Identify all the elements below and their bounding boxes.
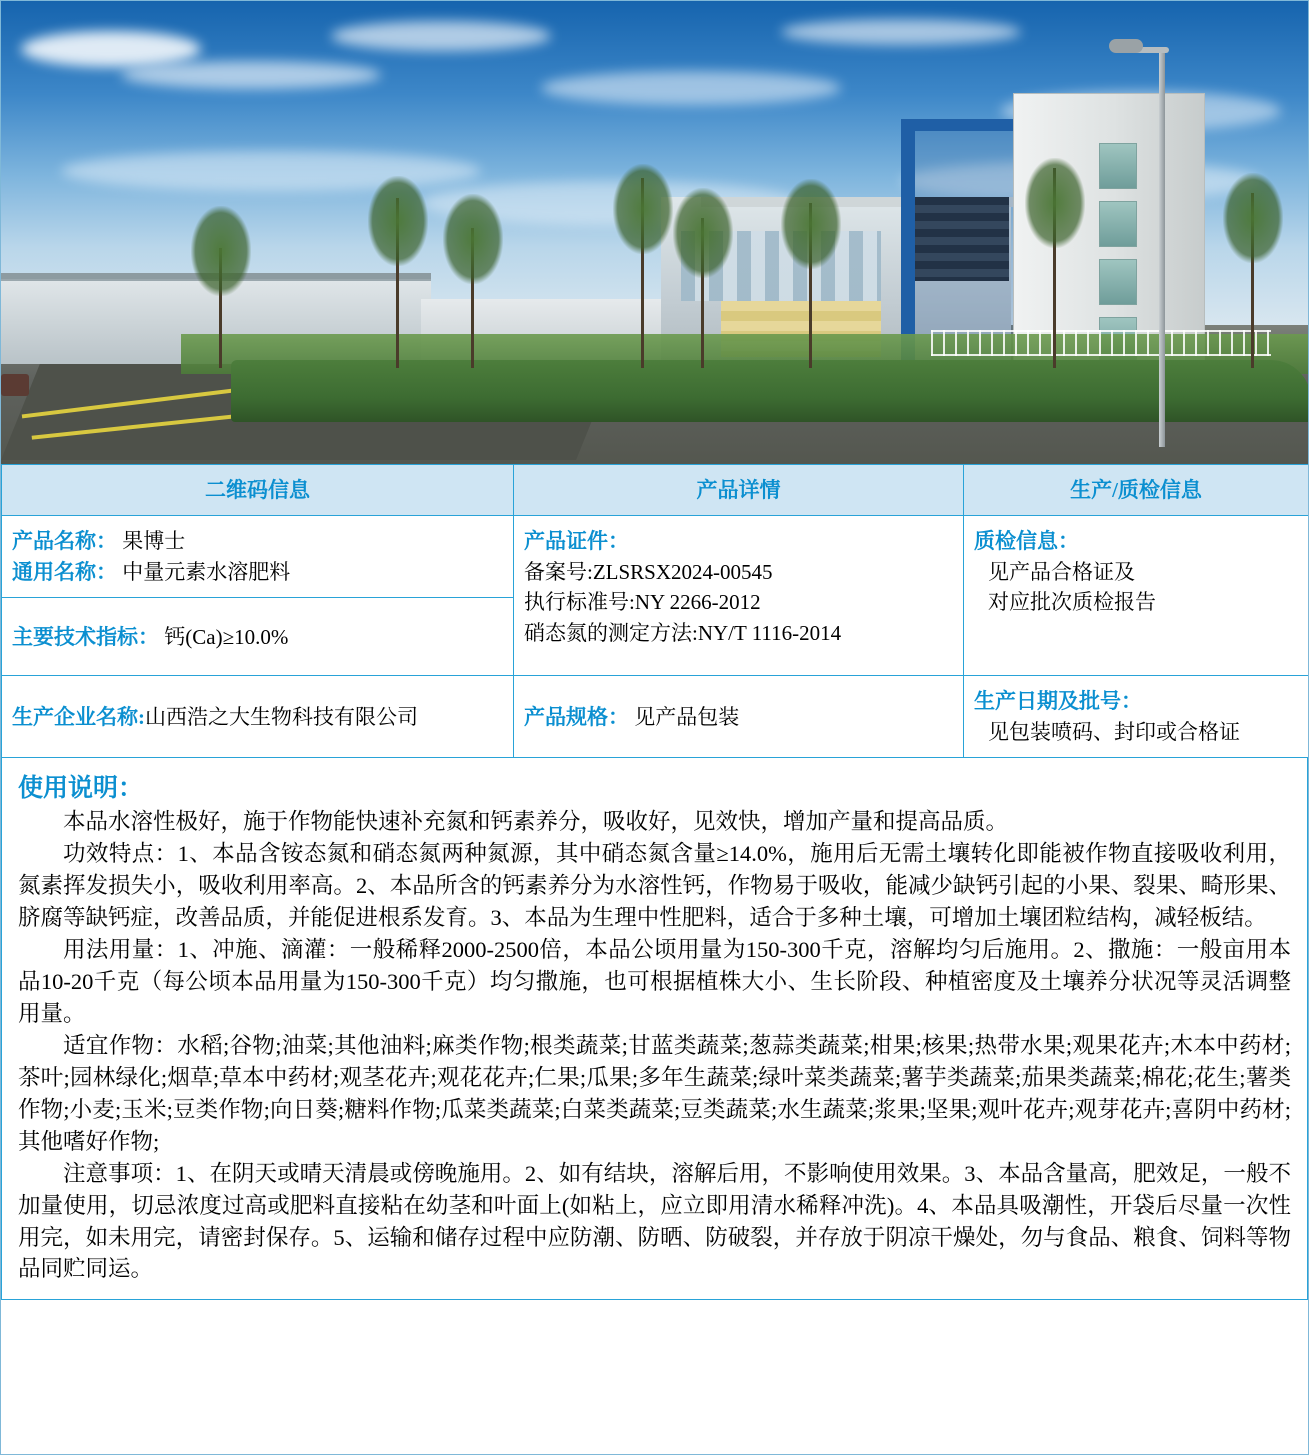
- qc-line-2: 对应批次质检报告: [988, 590, 1156, 615]
- manufacturer-label: 生产企业名称:: [12, 704, 145, 729]
- tree: [1251, 193, 1254, 368]
- common-name-value: 中量元素水溶肥料: [122, 559, 291, 584]
- tree: [396, 198, 399, 368]
- certificate-line-2: 执行标准号:NY 2266-2012: [524, 590, 761, 615]
- cloud: [21, 31, 201, 67]
- product-name-label: 产品名称：: [12, 529, 117, 554]
- cell-manufacturer: [2, 676, 514, 758]
- cell-tech-index: [2, 598, 514, 676]
- cloud: [331, 21, 551, 51]
- tower-window: [1099, 201, 1137, 247]
- tower-window: [1099, 143, 1137, 189]
- vehicle: [1, 374, 29, 396]
- manufacturer-value: 山西浩之大生物科技有限公司: [145, 704, 418, 729]
- cloud: [121, 61, 381, 89]
- product-name-value: 果博士: [122, 529, 186, 554]
- qc-label: 质检信息：: [974, 529, 1079, 554]
- instructions-paragraph-2: 功效特点：1、本品含铵态氮和硝态氮两种氮源，其中硝态氮含量≥14.0%，施用后无需土壤转化即能被作物直接吸收利用，氮素挥发损失小，吸收利用率高。2、本品所含的钙素养分为水溶性钙，作物易于吸收，能减少缺钙引起的小果、裂果、畸形果、脐腐等缺钙症，改善品质，并能促进根系发育。3、本品为生理中性肥料，适合于多种土壤，可增加土壤团粒结构，减轻板结。: [18, 841, 1291, 931]
- tree: [809, 203, 812, 368]
- cell-product-certificate: [514, 516, 964, 676]
- certificate-line-3: 硝态氮的测定方法:NY/T 1116-2014: [524, 620, 842, 645]
- header-qrcode-info: 二维码信息: [2, 465, 514, 516]
- instructions-paragraph-4: 适宜作物：水稻;谷物;油菜;其他油料;麻类作物;根类蔬菜;甘蓝类蔬菜;葱蒜类蔬菜;柑果;核果;热带水果;观果花卉;木本中药材;茶叶;园林绿化;烟草;草本中药材;观茎花卉;观花花卉;仁果;瓜果;多年生蔬菜;绿叶菜类蔬菜;薯芋类蔬菜;茄果类蔬菜;棉花;花生;薯类作物;小麦;玉米;豆类作物;向日葵;糖料作物;瓜菜类蔬菜;白菜类蔬菜;豆类蔬菜;水生蔬菜;浆果;坚果;观叶花卉;观芽花卉;喜阴中药材;其他嗜好作物;: [18, 1032, 1291, 1154]
- instructions-section: [1, 758, 1308, 1300]
- tech-index-label: 主要技术指标：: [12, 624, 159, 649]
- tree: [701, 218, 704, 368]
- tower-window: [1099, 259, 1137, 305]
- common-name-label: 通用名称：: [12, 559, 117, 584]
- cell-spec: [514, 676, 964, 758]
- instructions-paragraph-1: 本品水溶性极好，施于作物能快速补充氮和钙素养分，吸收好，见效快，增加产量和提高品质。: [63, 809, 1009, 835]
- spec-value: 见产品包装: [634, 704, 740, 729]
- table-header-row: [2, 465, 1309, 516]
- instructions-paragraph-3: 用法用量：1、冲施、滴灌：一般稀释2000-2500倍，本品公顷用量为150-300千克，溶解均匀后施用。2、撒施：一般亩用本品10-20千克（每公顷本品用量为150-300千克）均匀撒施，也可根据植株大小、生长阶段、种植密度及土壤养分状况等灵活调整用量。: [18, 937, 1291, 1026]
- street-lamp-pole: [1159, 47, 1165, 447]
- header-production-qc-info: 生产/质检信息: [964, 465, 1309, 516]
- production-date-value: 见包装喷码、封印或合格证: [988, 719, 1240, 744]
- spec-label: 产品规格：: [524, 704, 629, 729]
- tech-index-value: 钙(Ca)≥10.0%: [164, 624, 289, 649]
- cloud: [781, 19, 1021, 45]
- factory-photo: [1, 1, 1308, 464]
- certificate-label: 产品证件：: [524, 529, 629, 554]
- product-info-table: [1, 464, 1309, 758]
- cell-production-date: [964, 676, 1309, 758]
- table-row: [2, 676, 1309, 758]
- qc-line-1: 见产品合格证及: [988, 559, 1135, 584]
- fence: [931, 330, 1271, 356]
- table-row: [2, 516, 1309, 598]
- cell-product-names: [2, 516, 514, 598]
- tree: [219, 248, 222, 368]
- certificate-line-1: 备案号:ZLSRSX2024-00545: [524, 559, 773, 584]
- header-product-detail: 产品详情: [514, 465, 964, 516]
- hedge: [231, 360, 1308, 422]
- cell-qc-info: [964, 516, 1309, 676]
- cloud: [541, 71, 841, 105]
- instructions-title: 使用说明：: [18, 775, 144, 803]
- tree: [641, 178, 644, 368]
- street-lamp-head: [1109, 39, 1143, 53]
- production-date-label: 生产日期及批号：: [974, 689, 1142, 714]
- instructions-paragraph-5: 注意事项：1、在阴天或晴天清晨或傍晚施用。2、如有结块，溶解后用，不影响使用效果。3、本品含量高，肥效足，一般不加量使用，切忌浓度过高或肥料直接粘在幼茎和叶面上(如粘上，应立即用清水稀释冲洗)。4、本品具吸潮性，开袋后尽量一次性用完，如未用完，请密封保存。5、运输和储存过程中应防潮、防晒、防破裂，并存放于阴凉干燥处，勿与食品、粮食、饲料等物品同贮同运。: [18, 1160, 1291, 1282]
- tree: [471, 228, 474, 368]
- tree: [1053, 168, 1056, 368]
